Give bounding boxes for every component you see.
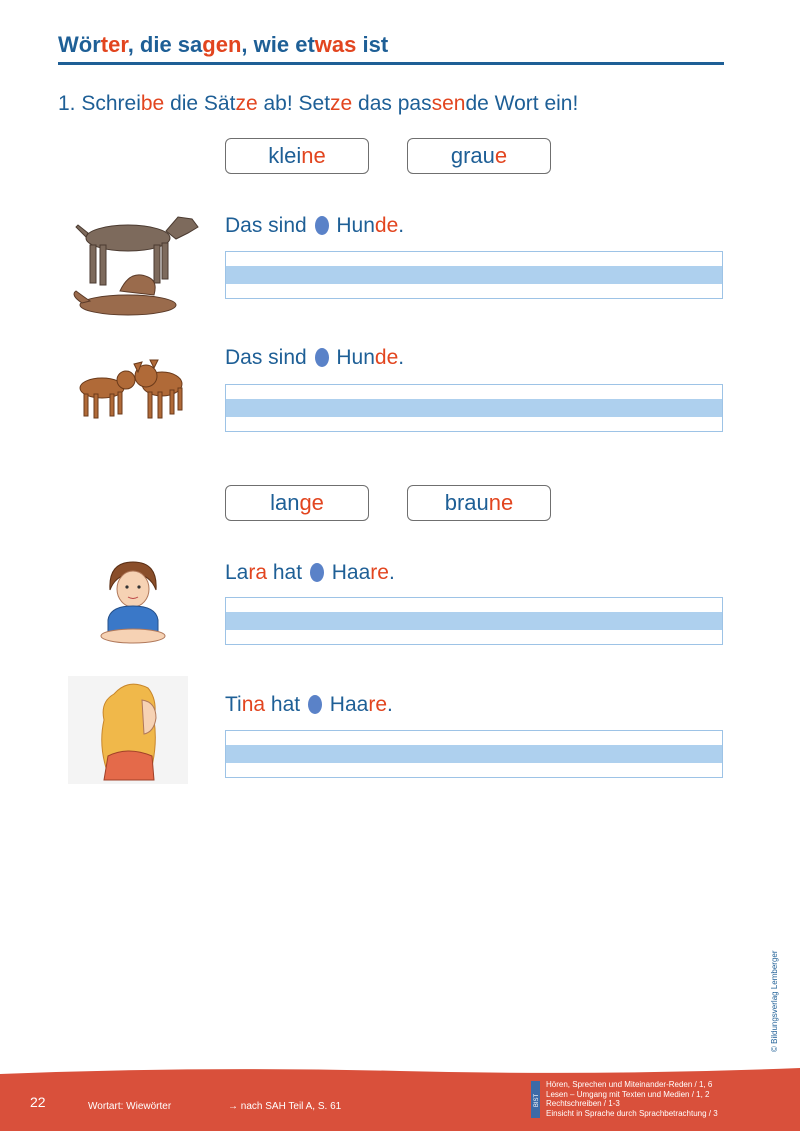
page-title (58, 32, 388, 58)
sentence-3 (225, 561, 395, 585)
sentence-2 (225, 346, 404, 370)
text-segment: . (398, 214, 405, 237)
bist-item: Hören, Sprechen und Miteinander-Reden / 1, 6 (546, 1080, 713, 1089)
word-box-lange (225, 485, 369, 521)
blank-dot-marker (315, 216, 329, 235)
text-segment: sen (431, 92, 466, 115)
text-segment: die Sät (164, 92, 236, 115)
text-segment: . (387, 693, 393, 716)
text-segment: , die sa (127, 32, 203, 57)
sentence-1-before (225, 214, 307, 237)
bist-label-text: BIST (534, 1093, 541, 1108)
writing-lines-4[interactable] (225, 730, 723, 778)
writing-lines-3[interactable] (225, 597, 723, 645)
text-segment: was (314, 32, 357, 57)
text-segment: brau (444, 490, 489, 515)
text-segment: Das sind (225, 346, 307, 369)
sentence-4 (225, 693, 393, 717)
text-segment: La (225, 561, 249, 584)
task-instruction (58, 92, 578, 116)
writing-band (226, 612, 722, 630)
page-number: 22 (30, 1094, 46, 1110)
text-segment: ze (235, 92, 258, 115)
writing-lines-2[interactable] (225, 384, 723, 432)
text-segment: das pas (352, 92, 432, 115)
sentence-4-before (225, 693, 300, 716)
text-segment: grau (450, 143, 495, 168)
text-segment: re (370, 561, 389, 584)
text-segment: ra (248, 561, 268, 584)
footer-topic: Wortart: Wiewörter (88, 1101, 172, 1112)
sentence-3-before (225, 561, 302, 584)
sentence-1-after (336, 214, 404, 237)
text-segment: , wie et (241, 32, 315, 57)
text-segment: ze (330, 92, 353, 115)
text-segment: ne (301, 143, 326, 168)
text-segment: . (398, 346, 405, 369)
copyright-notice: © Bildungsverlag Lemberger (770, 950, 779, 1052)
writing-band (226, 745, 722, 763)
text-segment: e (494, 143, 508, 168)
blank-dot-marker (310, 563, 324, 582)
sentence-4-after (330, 693, 393, 716)
text-segment: Hun (336, 214, 375, 237)
word-box-braune (407, 485, 551, 521)
blank-dot-marker (308, 695, 322, 714)
text-segment: ist (356, 32, 389, 57)
sentence-2-after (336, 346, 404, 369)
two-grey-dogs-illustration (68, 205, 200, 323)
text-segment: klei (268, 143, 302, 168)
text-segment: de (374, 346, 399, 369)
text-segment: re (368, 693, 388, 716)
sentence-1 (225, 214, 404, 238)
two-small-brown-dogs-illustration (74, 350, 194, 426)
bist-item: Einsicht in Sprache durch Sprachbetrachtung / 3 (546, 1108, 718, 1118)
footer-reference: → nach SAH Teil A, S. 61 (228, 1101, 342, 1112)
text-segment: Wör (58, 32, 101, 57)
writing-band (226, 266, 722, 284)
girl-lara-illustration (96, 556, 170, 646)
text-segment: Hun (336, 346, 375, 369)
text-segment: Haa (331, 561, 371, 584)
text-segment: hat (265, 693, 301, 716)
sentence-3-after (332, 561, 395, 584)
text-segment: lan (270, 490, 300, 515)
text-segment: Das sind (225, 214, 307, 237)
text-segment: ne (488, 490, 514, 515)
text-segment: ab! Set (257, 92, 331, 115)
bist-competences (546, 1080, 718, 1118)
word-box-graue (407, 138, 551, 174)
word-box-kleine (225, 138, 369, 174)
bist-item: Lesen – Umgang mit Texten und Medien / 1, 2 (546, 1089, 710, 1099)
text-segment: de Wort ein! (465, 92, 579, 115)
text-segment: hat (267, 561, 303, 584)
text-segment: de (374, 214, 399, 237)
writing-band (226, 399, 722, 417)
text-segment: 1. Schrei (58, 92, 141, 115)
text-segment: be (140, 92, 165, 115)
writing-lines-1[interactable] (225, 251, 723, 299)
bist-item: Rechtschreiben / 1-3 (546, 1099, 620, 1108)
text-segment: gen (202, 32, 242, 57)
text-segment: ge (299, 490, 324, 515)
text-segment: . (388, 561, 395, 584)
blank-dot-marker (315, 348, 329, 367)
bist-label (531, 1083, 541, 1108)
title-underline (58, 62, 724, 65)
text-segment: Ti (225, 693, 242, 716)
text-segment: Haa (329, 693, 369, 716)
sentence-2-before (225, 346, 307, 369)
girl-tina-illustration (68, 676, 188, 784)
text-segment: na (241, 693, 266, 716)
text-segment: ter (100, 32, 128, 57)
